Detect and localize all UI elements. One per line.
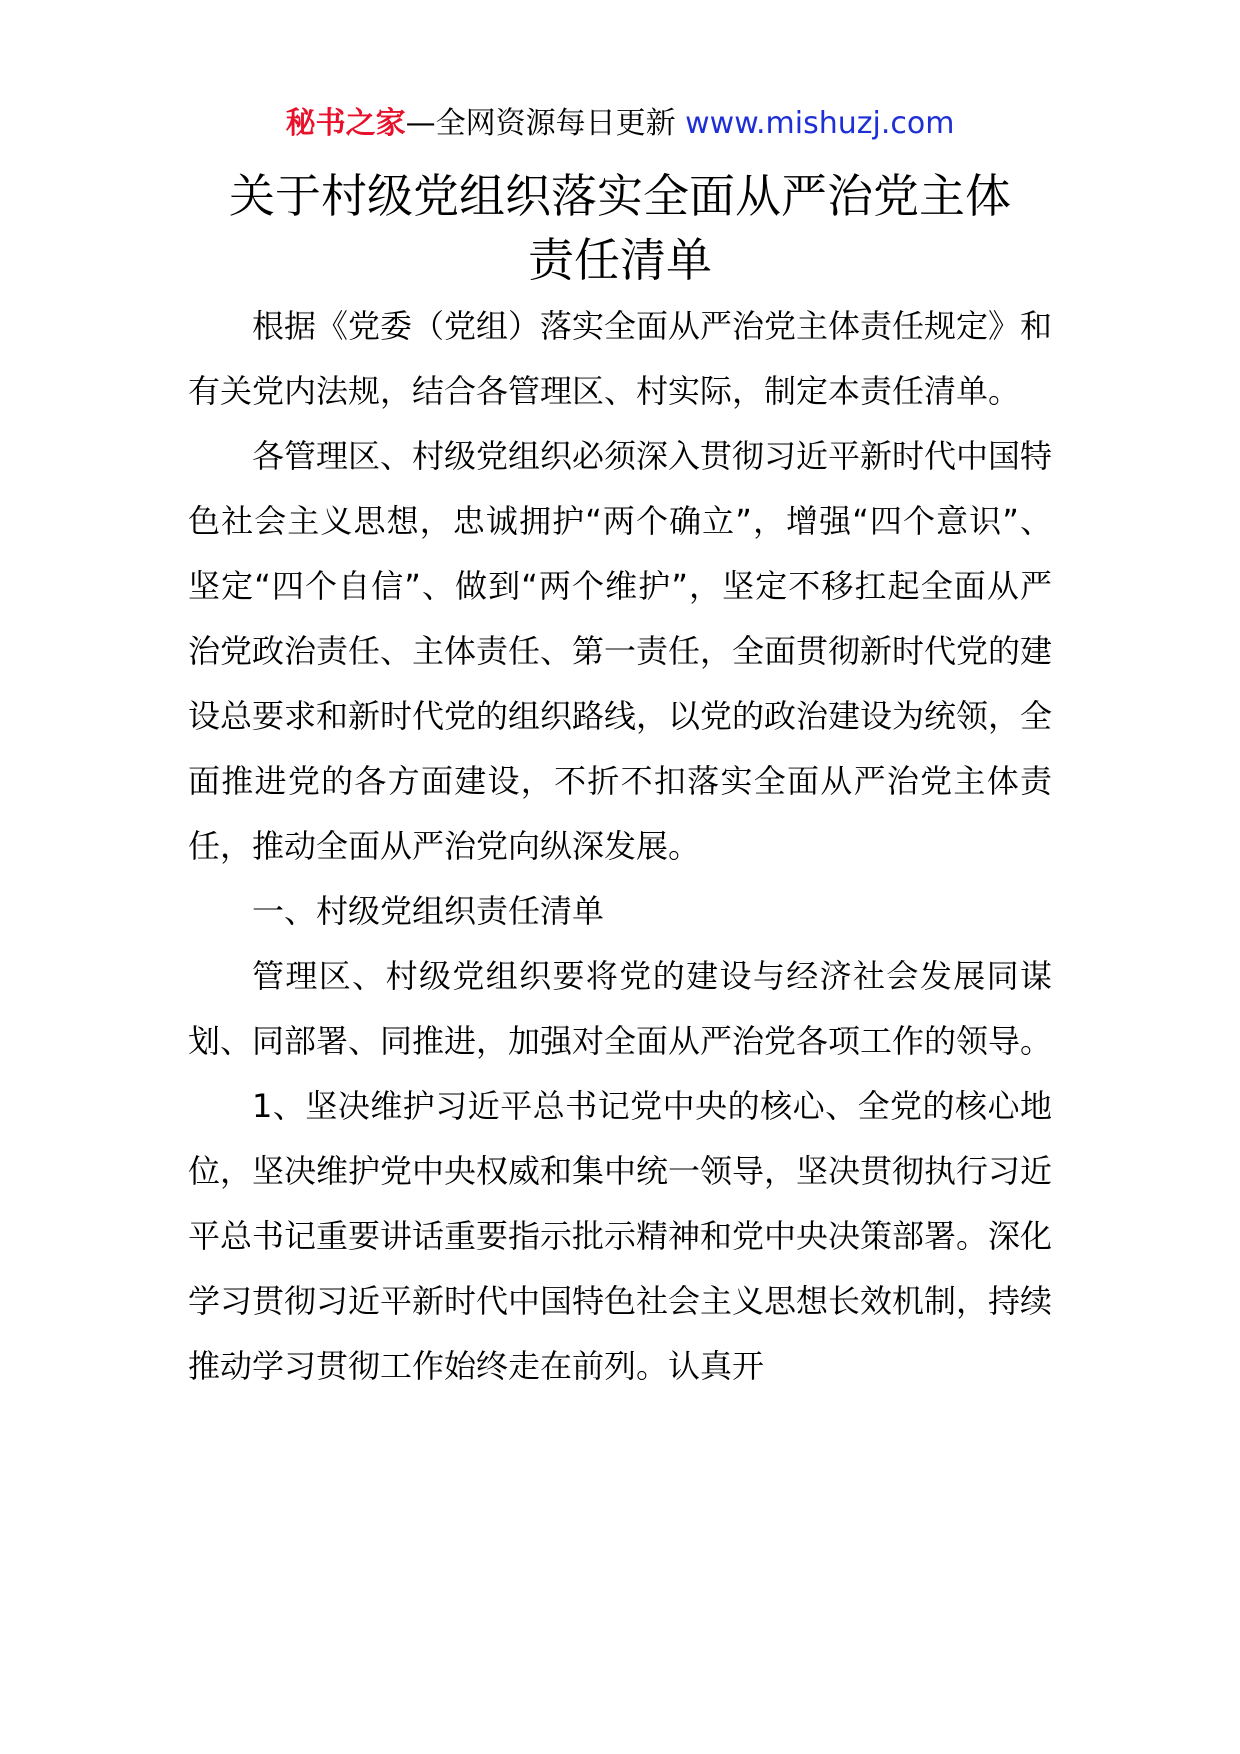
document-body [188, 294, 1052, 1399]
site-slogan: —全网资源每日更新 [405, 106, 676, 141]
paragraph-item-1: 1、坚决维护习近平总书记党中央的核心、全党的核心地位，坚决维护党中央权威和集中统一领导，坚决贯彻执行习近平总书记重要讲话重要指示批示精神和党中央决策部署。深化学习贯彻习近平新时代中国特色社会主义思想长效机制，持续推动学习贯彻工作始终走在前列。认真开 [188, 1087, 1053, 1385]
paragraph-requirements: 各管理区、村级党组织必须深入贯彻习近平新时代中国特色社会主义思想，忠诚拥护“两个确立”，增强“四个意识”、坚定“四个自信”、做到“两个维护”，坚定不移扛起全面从严治党政治责任、主体责任、第一责任，全面贯彻新时代党的建设总要求和新时代党的组织路线，以党的政治建设为统领，全面推进党的各方面建设，不折不扣落实全面从严治党主体责任，推动全面从严治党向纵深发展。 [188, 437, 1053, 865]
section-heading: 一、村级党组织责任清单 [252, 892, 605, 930]
site-header [0, 100, 1240, 148]
brand-name: 秘书之家 [285, 106, 406, 141]
document-title [140, 164, 1100, 292]
document-title-line-2: 责任清单 [528, 233, 712, 287]
site-url-link[interactable]: www.mishuzj.com [685, 106, 955, 141]
paragraph-intro: 根据《党委（党组）落实全面从严治党主体责任规定》和有关党内法规，结合各管理区、村实际，制定本责任清单。 [188, 307, 1053, 410]
document-title-line-1: 关于村级党组织落实全面从严治党主体 [229, 169, 1011, 223]
paragraph-section-intro: 管理区、村级党组织要将党的建设与经济社会发展同谋划、同部署、同推进，加强对全面从严治党各项工作的领导。 [188, 957, 1053, 1060]
